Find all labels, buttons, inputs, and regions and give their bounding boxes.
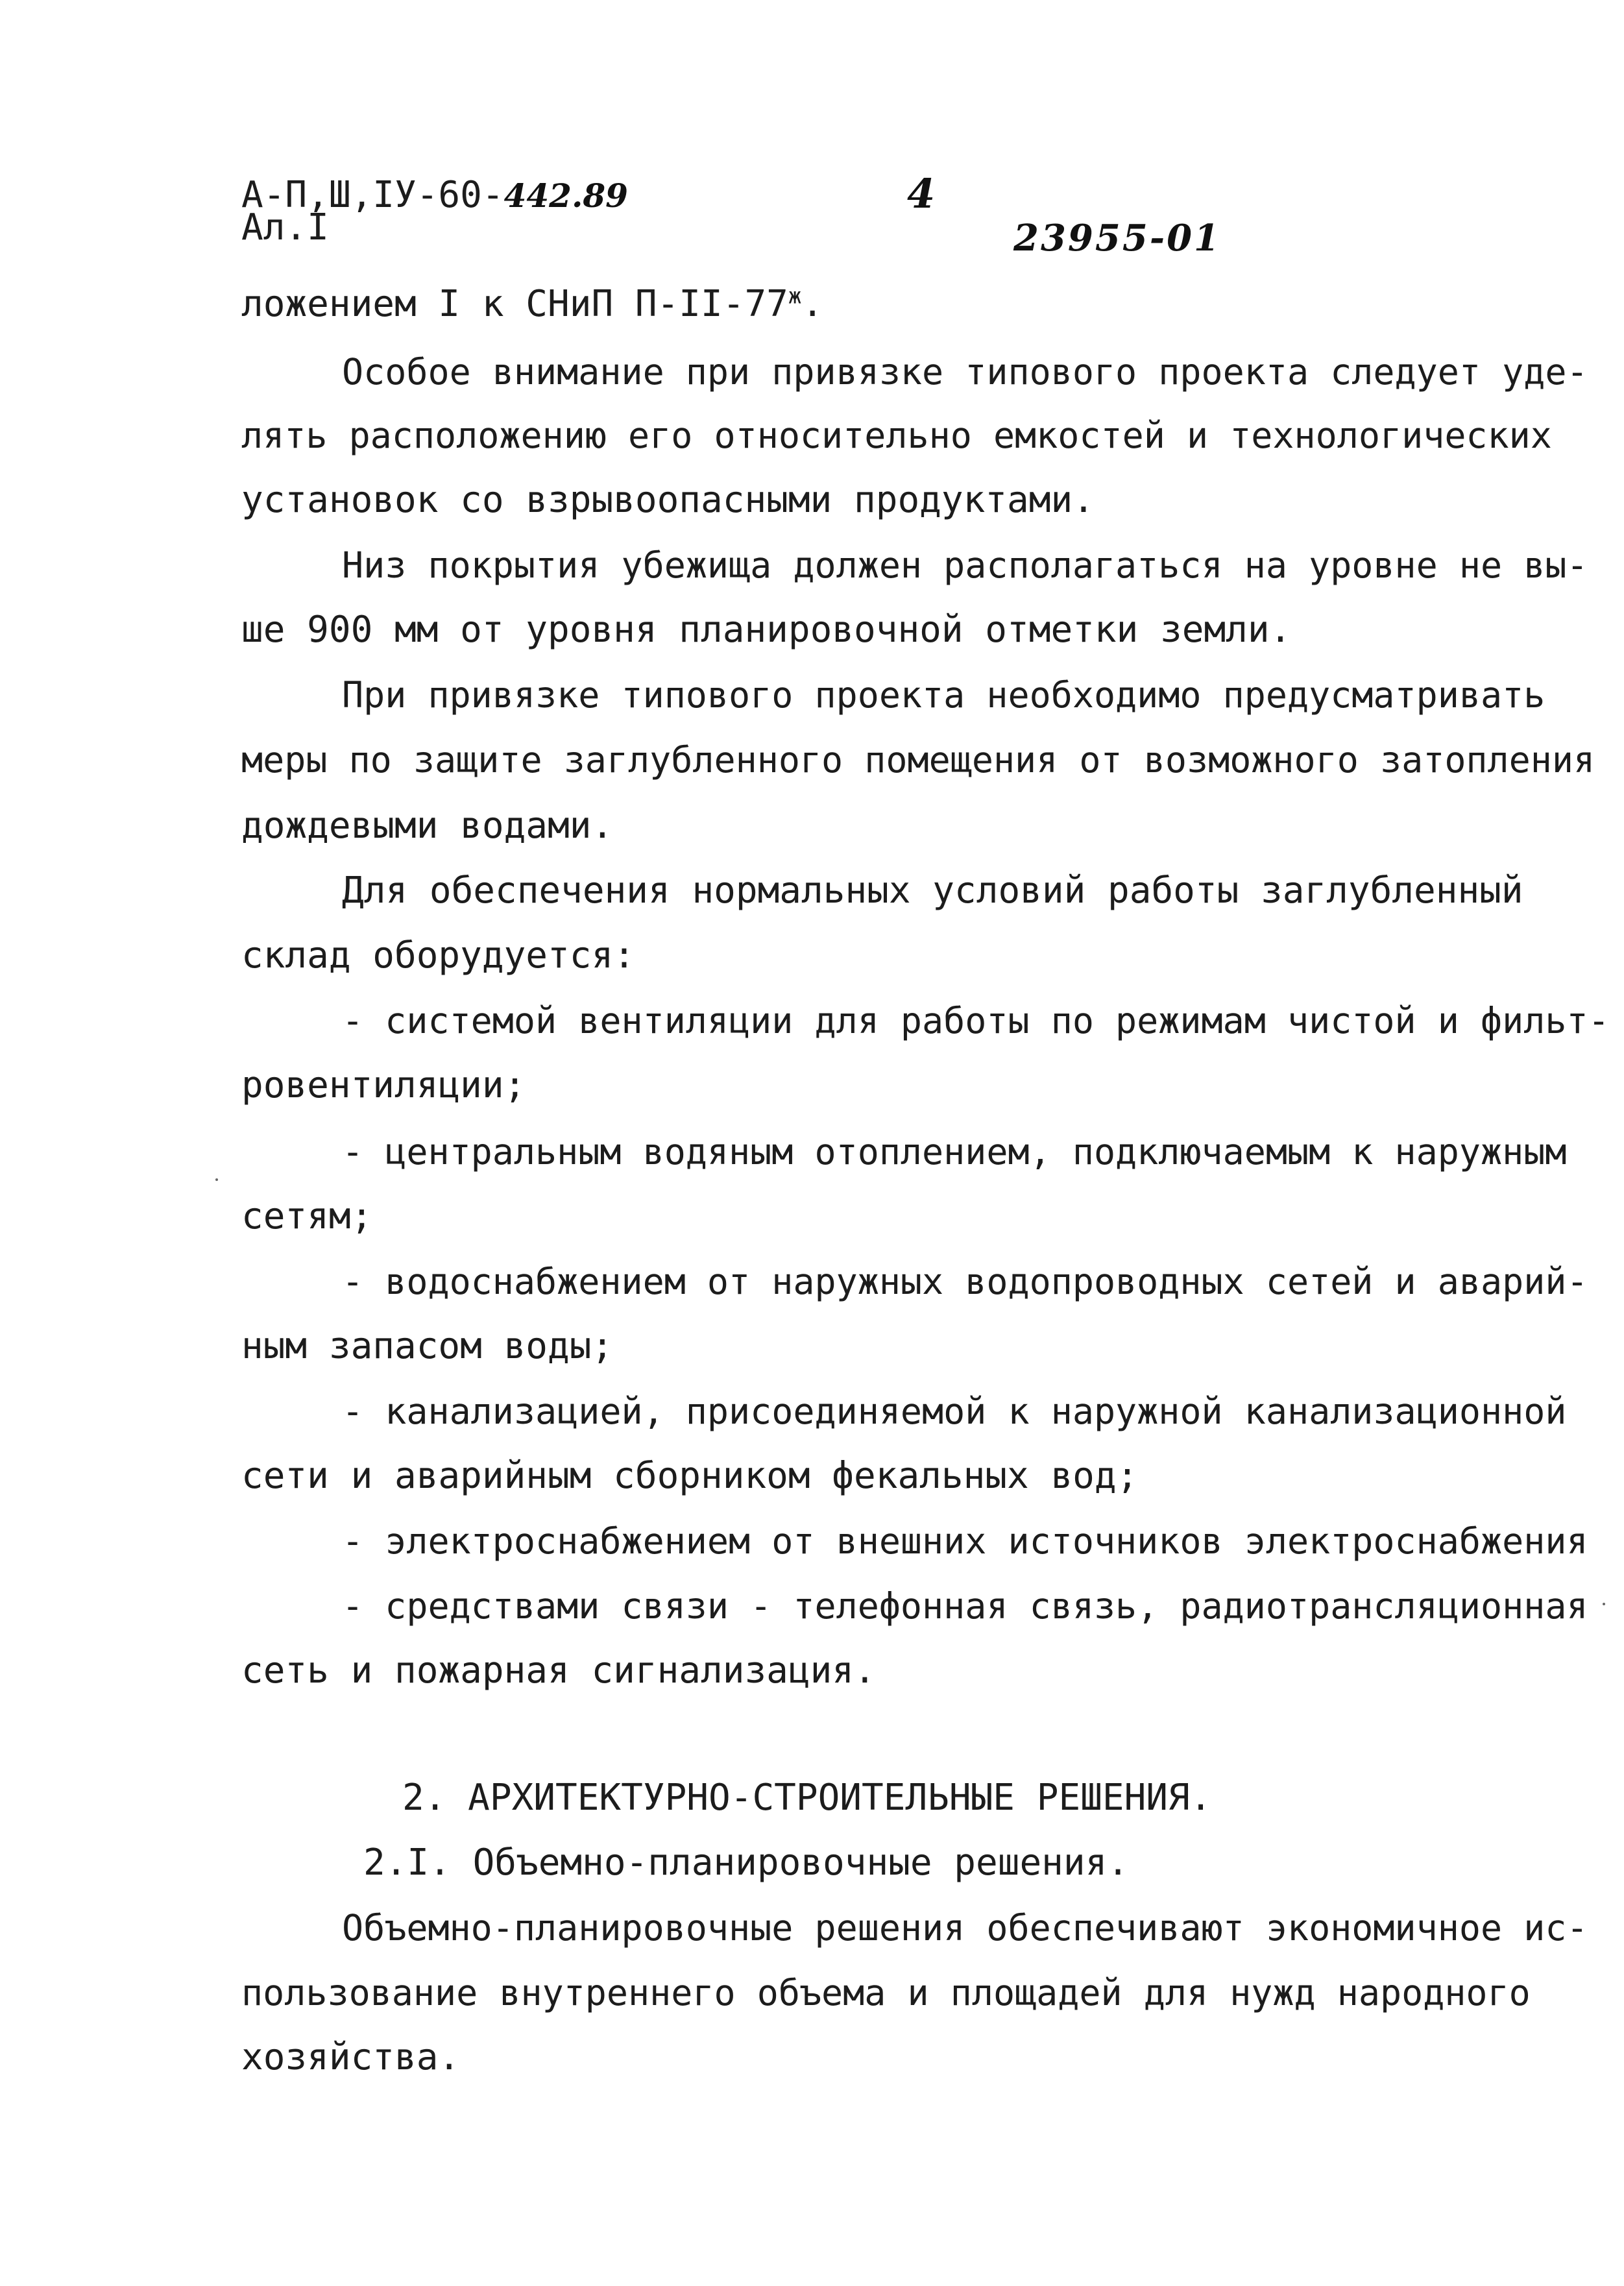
list-item: - водоснабжением от наружных водопроводных сетей и аварий-	[342, 1261, 1588, 1302]
list-item-continued: сетям;	[241, 1195, 373, 1237]
list-item-continued: сеть и пожарная сигнализация.	[241, 1649, 876, 1692]
document-code-handwritten: 442.89	[503, 176, 628, 215]
body-line: Для обеспечения нормальных условий работы заглубленный	[342, 869, 1523, 912]
list-item-continued: ным запасом воды;	[241, 1325, 614, 1367]
list-item-continued: ровентиляции;	[241, 1064, 526, 1106]
list-item: - центральным водяным отоплением, подключаемым к наружным	[342, 1131, 1567, 1173]
body-line: склад оборудуется:	[241, 934, 635, 977]
section-title: 2. АРХИТЕКТУРНО-СТРОИТЕЛЬНЫЕ РЕШЕНИЯ.	[402, 1777, 1212, 1819]
body-line: Особое внимание при привязке типового проекта следует уде-	[342, 351, 1588, 393]
body-line: дождевыми водами.	[241, 805, 614, 847]
stamp-number: 23955-01	[1013, 217, 1221, 260]
list-item: - электроснабжением от внешних источников электроснабжения	[342, 1520, 1588, 1562]
body-line: лять расположению его относительно емкостей и технологических	[241, 415, 1552, 456]
body-line: Низ покрытия убежища должен располагаться на уровне не вы-	[342, 544, 1588, 586]
body-line: ложением I к СНиП $П-II-77^ж$.	[241, 283, 824, 325]
scan-speck	[215, 1178, 218, 1181]
body-line: пользование внутреннего объема и площадей для нужд народного	[241, 1972, 1531, 2013]
list-item-continued: сети и аварийным сборником фекальных вод;	[241, 1455, 1139, 1497]
body-line: хозяйства.	[241, 2036, 461, 2078]
body-line: ше 900 мм от уровня планировочной отметки земли.	[241, 609, 1292, 651]
album-number: Ал.I	[241, 206, 329, 249]
list-item: - системой вентиляции для работы по режимам чистой и фильт-	[342, 1000, 1610, 1041]
scan-speck	[1603, 1603, 1605, 1605]
subsection-title: 2.I. Объемно-планировочные решения.	[363, 1842, 1130, 1884]
body-line: Объемно-планировочные решения обеспечивают экономичное ис-	[342, 1907, 1588, 1949]
document-code-typed: А-П,Ш,IУ-60-	[241, 174, 504, 216]
body-line: При привязке типового проекта необходимо предусматривать	[342, 674, 1545, 716]
body-line: меры по защите заглубленного помещения от возможного затопления	[241, 739, 1595, 781]
body-line: установок со взрывоопасными продуктами.	[241, 479, 1095, 521]
list-item: - средствами связи - телефонная связь, радиотрансляционная	[342, 1585, 1588, 1627]
page-number: 4	[907, 170, 936, 217]
list-item: - канализацией, присоединяемой к наружной канализационной	[342, 1391, 1567, 1432]
